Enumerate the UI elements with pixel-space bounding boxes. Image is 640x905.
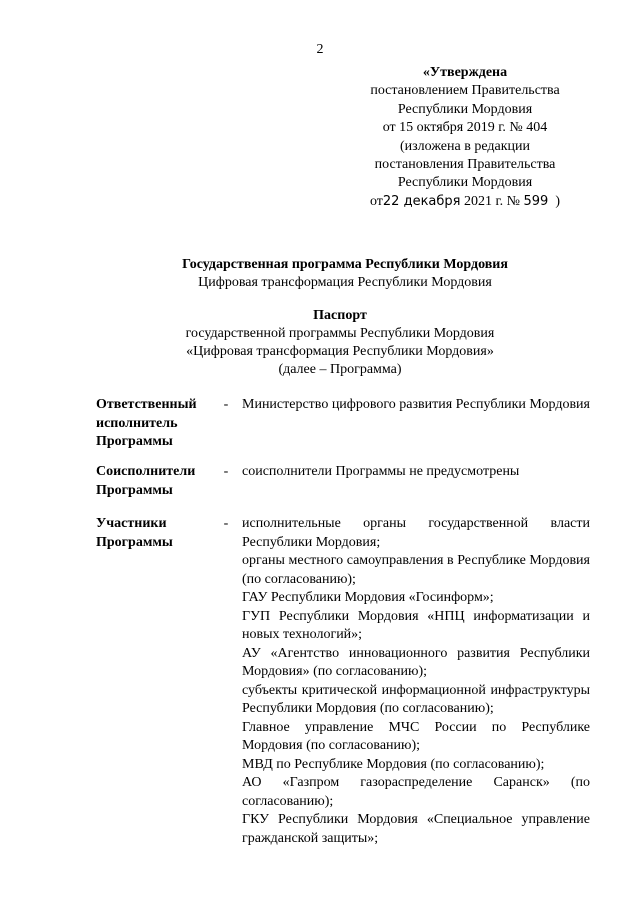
row-value	[242, 396, 590, 415]
row-label-line: Программы	[96, 534, 173, 550]
passport-heading: Паспорт	[313, 308, 367, 323]
row-value-item: субъекты критической информационной инфраструктуры Республики Мордовия (по согласованию);	[242, 682, 590, 716]
row-label	[96, 515, 216, 552]
row-value-item: органы местного самоуправления в Республике Мордовия (по согласованию);	[242, 553, 590, 587]
handwritten-date: 22 декабря	[382, 193, 461, 209]
row-value-item: АО «Газпром газораспределение Саранск» (по согласованию);	[242, 775, 590, 809]
passport-line: «Цифровая трансформация Республики Мордовия»	[186, 344, 494, 359]
approval-line: (изложена в редакции	[400, 138, 530, 154]
approval-line: постановлением Правительства	[370, 83, 560, 99]
row-dash: -	[223, 397, 229, 412]
row-label-line: Программы	[96, 482, 173, 498]
approval-date-prefix: от	[369, 193, 383, 209]
handwritten-number: 599	[523, 193, 549, 209]
row-value-item: ГУП Республики Мордовия «НПЦ информатизации и новых технологий»;	[242, 608, 590, 642]
approval-block	[340, 64, 590, 211]
passport-line: государственной программы Республики Мордовия	[185, 326, 495, 341]
row-value-item: ГКУ Республики Мордовия «Специальное управление гражданской защиты»;	[242, 812, 590, 846]
passport-heading-block	[0, 307, 640, 379]
row-value-item: Министерство цифрового развития Республики Мордовия	[242, 397, 590, 412]
approval-heading: «Утверждена	[422, 65, 508, 80]
passport-line: (далее – Программа)	[278, 362, 402, 377]
row-label-line: Ответственный	[96, 397, 197, 412]
approval-line: постановления Правительства	[374, 157, 556, 173]
row-value-item: исполнительные органы государственной власти Республики Мордовия;	[242, 516, 590, 550]
row-value-item: ГАУ Республики Мордовия «Госинформ»;	[242, 590, 494, 605]
approval-line: Республики Мордовия	[397, 175, 533, 191]
row-value-item: МВД по Республике Мордовия (по согласованию);	[242, 756, 545, 772]
approval-line: Республики Мордовия	[397, 101, 533, 117]
row-dash: -	[223, 464, 229, 479]
program-title: Государственная программа Республики Мордовия	[182, 257, 508, 272]
row-value-item: Главное управление МЧС России по Республике Мордовия (по согласованию);	[242, 719, 590, 753]
approval-year: 2021 г. №	[463, 193, 521, 209]
document-title	[0, 256, 640, 292]
program-subtitle: Цифровая трансформация Республики Мордовия	[198, 275, 492, 290]
row-label-line: исполнитель	[96, 415, 178, 431]
row-value-item: соисполнители Программы не предусмотрены	[242, 464, 520, 479]
row-value	[242, 515, 590, 848]
approval-date-suffix: )	[555, 193, 561, 209]
approval-line: от 15 октября 2019 г. № 404	[382, 120, 548, 136]
row-label-line: Программы	[96, 434, 173, 449]
row-value-item: АУ «Агентство инновационного развития Республики Мордовия» (по согласованию);	[242, 645, 590, 679]
row-label	[96, 463, 216, 500]
page-number: 2	[316, 42, 324, 57]
row-label	[96, 396, 216, 452]
row-label-line: Участники	[96, 516, 167, 531]
row-label-line: Соисполнители	[96, 464, 196, 479]
row-dash: -	[223, 516, 229, 531]
approval-date-line	[340, 193, 590, 211]
row-value	[242, 463, 590, 482]
